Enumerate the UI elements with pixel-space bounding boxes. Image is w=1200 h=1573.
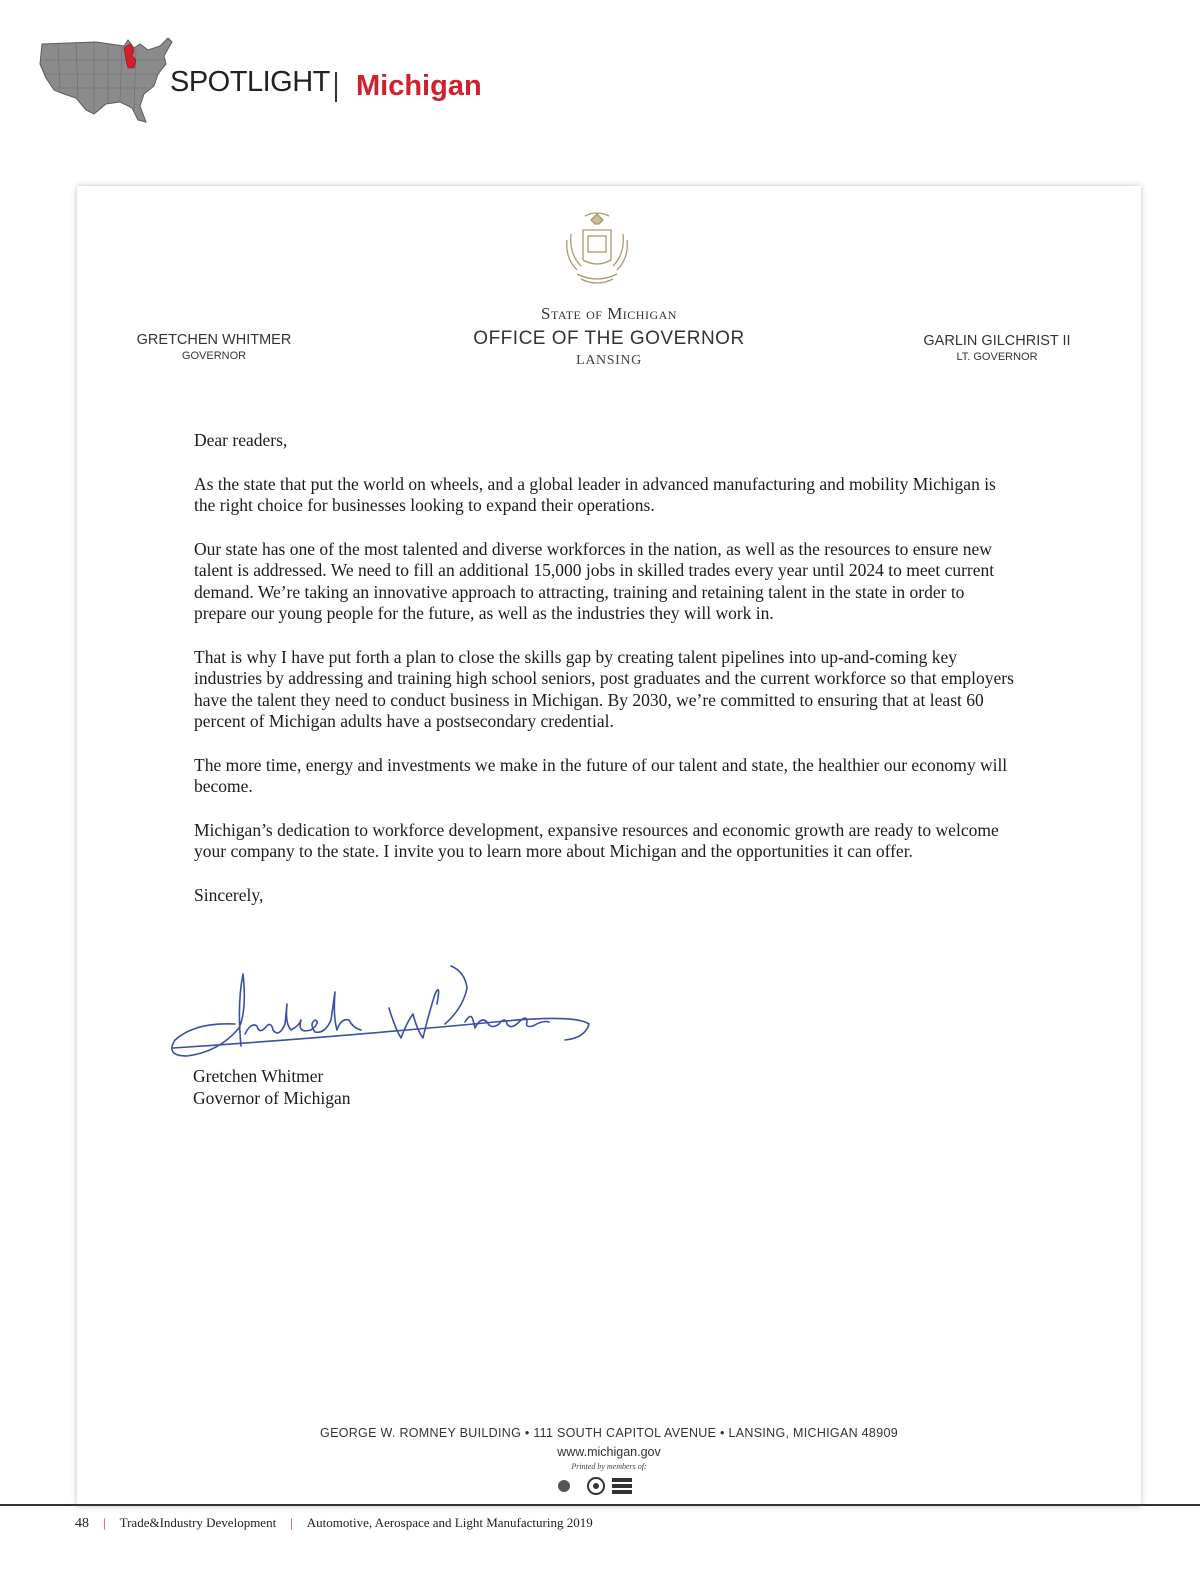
letter-footer-address: GEORGE W. ROMNEY BUILDING • 111 SOUTH CAPITOL AVENUE • LANSING, MICHIGAN 48909 bbox=[320, 1426, 898, 1440]
letter-paragraph: That is why I have put forth a plan to close the skills gap by creating talent pipelines into up-and-coming key industries by addressing and training high school seniors, post graduates and the current workforce so that employers have the talent they need to conduct business in Michigan. By 2030, we’re committed to ensuring that at least 60 percent of Michigan adults have a postsecondary credential. bbox=[194, 646, 1014, 731]
michigan-state-seal-icon bbox=[557, 208, 637, 288]
publication-name: Trade&Industry Development bbox=[119, 1515, 277, 1530]
issue-name: Automotive, Aerospace and Light Manufacturing 2019 bbox=[306, 1515, 593, 1530]
footer-separator: | bbox=[103, 1515, 106, 1530]
lt-governor-name: GARLIN GILCHRIST II bbox=[923, 333, 1071, 349]
letter-body bbox=[194, 430, 1014, 928]
letter-footer-website: www.michigan.gov bbox=[557, 1445, 661, 1459]
lt-governor-title: LT. GOVERNOR bbox=[956, 351, 1038, 363]
page-footer bbox=[75, 1515, 593, 1532]
governor-title: GOVERNOR bbox=[181, 350, 247, 362]
governor-name: GRETCHEN WHITMER bbox=[136, 332, 292, 348]
letterhead-city: LANSING bbox=[576, 353, 642, 368]
signer-title: Governor of Michigan bbox=[193, 1087, 351, 1108]
letterhead-state: State of Michigan bbox=[541, 304, 677, 323]
footer-rule bbox=[0, 1504, 1200, 1506]
page-header bbox=[0, 0, 1200, 140]
letter-paragraph: Our state has one of the most talented and diverse workforces in the nation, as well as the resources to ensure new talent is addressed. We need to fill an additional 15,000 jobs in skilled trades every year until 2024 to meet current demand. We’re taking an innovative approach to attracting, training and retaining talent in the state in order to prepare our young people for the future, as well as the industries they will work in. bbox=[194, 538, 995, 623]
letter-paragraph: Michigan’s dedication to workforce development, expansive resources and economic growth are ready to welcome your company to the state. I invite you to learn more about Michigan and the opportunities it can offer. bbox=[194, 819, 999, 861]
union-logos-icon bbox=[552, 1474, 642, 1496]
letterhead-office: OFFICE OF THE GOVERNOR bbox=[473, 328, 745, 349]
signer-block bbox=[193, 1066, 350, 1109]
section-state: Michigan bbox=[356, 70, 482, 102]
signer-name: Gretchen Whitmer bbox=[193, 1066, 324, 1086]
governor-letter bbox=[77, 186, 1141, 1506]
printed-by-label: Printed by members of: bbox=[571, 1462, 647, 1471]
section-label: SPOTLIGHT bbox=[170, 66, 330, 98]
handwritten-signature bbox=[165, 964, 595, 1074]
header-divider bbox=[335, 72, 337, 102]
letter-paragraph: As the state that put the world on wheels, and a global leader in advanced manufacturing and mobility Michigan is the right choice for businesses looking to expand their operations. bbox=[194, 473, 996, 515]
page-number: 48 bbox=[75, 1516, 89, 1531]
letter-greeting: Dear readers, bbox=[194, 430, 288, 450]
letter-closing: Sincerely, bbox=[194, 884, 264, 905]
letter-paragraph: The more time, energy and investments we make in the future of our talent and state, the healthier our economy will become. bbox=[194, 754, 1008, 796]
footer-separator: | bbox=[290, 1515, 293, 1530]
us-map-icon bbox=[36, 34, 176, 129]
